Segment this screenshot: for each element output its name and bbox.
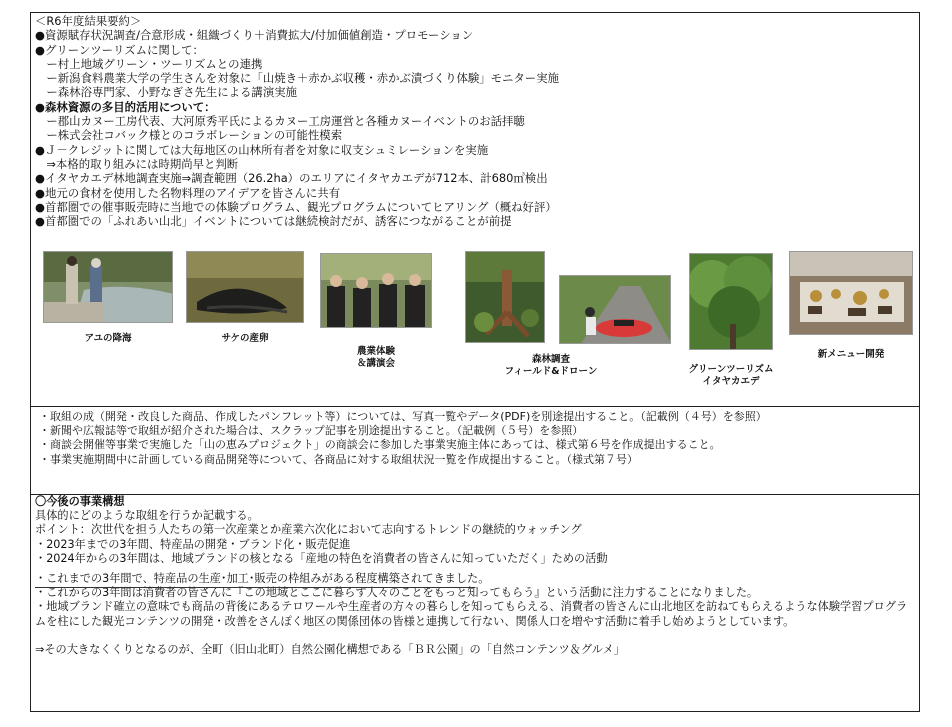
photo-caption: アユの降海 — [84, 333, 132, 344]
summary-line: ●地元の食材を使用した名物料理のアイデアを皆さんに共有 — [35, 185, 341, 200]
summary-line: ●イタヤカエデ林地調査実施⇒調査範囲（26.2ha）のエリアにイタヤカエデが712本、計680㎥検出 — [35, 171, 548, 186]
summary-lines — [35, 14, 915, 228]
summary-line: ー森林浴専門家、小野なぎさ先生による講演実施 — [35, 85, 297, 100]
summary-line: ●首都圏での「ふれあい山北」イベントについては継続検討だが、誘客につながることが前提 — [35, 214, 512, 229]
photo-caption: グリーンツーリズム イタヤカエデ — [688, 364, 774, 387]
future-paragraph: ・地域ブランド確立の意味でも商品の背後にあるテロワールや生産者の方々の暮らしを知ってもらえる、消費者の皆さんに山北地区を訪ねてもらえるような体験学習プログラムを柱にした観光コンテンツの開発・改善をさんぽく地区の関係団体の皆様と連携して行ない、関係人口を増やす活動に着手し始めようとしています。 — [35, 600, 908, 628]
photo-salmon — [186, 251, 304, 323]
summary-line: ー郡山カヌー工房代表、大河原秀平氏によるカヌー工房運営と各種カヌーイベントのお話拝聴 — [35, 114, 525, 129]
results-summary-section — [31, 13, 919, 407]
summary-line: ●Ｊ－クレジットに関しては大毎地区の山林所有者を対象に収支シュミレーションを実施 — [35, 142, 489, 157]
photo-caption: 農業体験 ＆講演会 — [356, 346, 395, 369]
summary-line: ●グリーンツーリズムに関して： — [35, 42, 204, 57]
note-line: ・商談会開催等事業で実施した「山の恵みプロジェクト」の商談会に参加した事業実施主体にあっては、様式第６号を作成提出すること。 — [39, 438, 721, 452]
notes-section — [31, 406, 919, 495]
summary-line: ●首都圏での催事販売時に当地での体験プログラム、観光プログラムについてヒアリング（概ね好評） — [35, 199, 557, 214]
future-heading: 〇今後の事業構想 — [35, 495, 125, 508]
photo-caption: 新メニュー開発 — [817, 349, 885, 360]
summary-line: ー村上地域グリーン・ツーリズムとの連携 — [35, 56, 263, 71]
summary-heading: ＜R6年度結果要約＞ — [35, 14, 142, 28]
photo-farm-experience — [320, 253, 432, 328]
future-plan-line: ・2024年からの3年間は、地域ブランドの核となる「産地の特色を消費者の皆さんに知っていただく」ための活動 — [35, 551, 608, 565]
summary-line: ー新潟食料農業大学の学生さんを対象に「山焼き＋赤かぶ収穫・赤かぶ漬づくり体験」モニター実施 — [35, 71, 559, 86]
photo-caption: サケの産卵 — [221, 333, 269, 344]
note-line: ・取組の成（開発・改良した商品、作成したパンフレット等）については、写真一覧やデータ(PDF)を別途提出すること。（記載例（４号）を参照） — [39, 410, 767, 423]
future-paragraph: ・これからの3年間は消費者の皆さんに『この地域とここに暮らす人々のことをもっと知ってもらう』という活動に注力することになりました。 — [35, 586, 759, 600]
photo-ayu-river — [43, 251, 173, 323]
future-plan-section — [31, 494, 919, 711]
future-paragraph: ・これまでの3年間で、特産品の生産･加工･販売の枠組みがある程度構築されてきました。 — [35, 572, 490, 586]
note-line: ・事業実施期間中に計画している商品開発等について、各商品に対する取組状況一覧を作成提出すること。（様式第７号） — [39, 452, 639, 466]
photo-green-tourism — [689, 253, 773, 350]
report-frame — [30, 12, 920, 712]
photo-new-menu — [789, 251, 913, 335]
note-line: ・新聞や広報誌等で取組が紹介された場合は、スクラップ記事を別途提出すること。（記載例（５号）を参照） — [39, 424, 584, 438]
future-intro: 具体的にどのような取組を行うか記載する。 — [35, 509, 259, 523]
divider — [35, 587, 475, 588]
photo-caption: 森林調査 フィールド&ドローン — [504, 354, 598, 377]
summary-line: ⇒本格的取り組みには時期尚早と判断 — [35, 156, 239, 171]
photo-forest-survey — [465, 251, 545, 343]
photo-drone — [559, 275, 671, 344]
notes-lines — [39, 410, 915, 467]
photo-gallery — [31, 251, 919, 401]
future-point: ポイント：次世代を担う人たちの第一次産業とか産業六次化において志向するトレンドの継続的ウォッチング — [35, 523, 582, 537]
future-conclusion: ⇒その大きなくくりとなるのが、全町（旧山北町）自然公園化構想である「ＢＲ公園」の「自然コンテンツ＆グルメ」 — [35, 642, 625, 656]
future-lines — [35, 495, 915, 657]
summary-line: ●資源賦存状況調査/合意形成・組織づくり＋消費拡大/付加価値創造・プロモーション — [35, 28, 474, 43]
summary-line: ●森林資源の多目的活用について： — [35, 99, 216, 114]
future-plan-line: ・2023年までの3年間、特産品の開発・ブランド化・販売促進 — [35, 537, 351, 551]
summary-line: ー株式会社コバック様とのコラボレーションの可能性模索 — [35, 128, 343, 143]
